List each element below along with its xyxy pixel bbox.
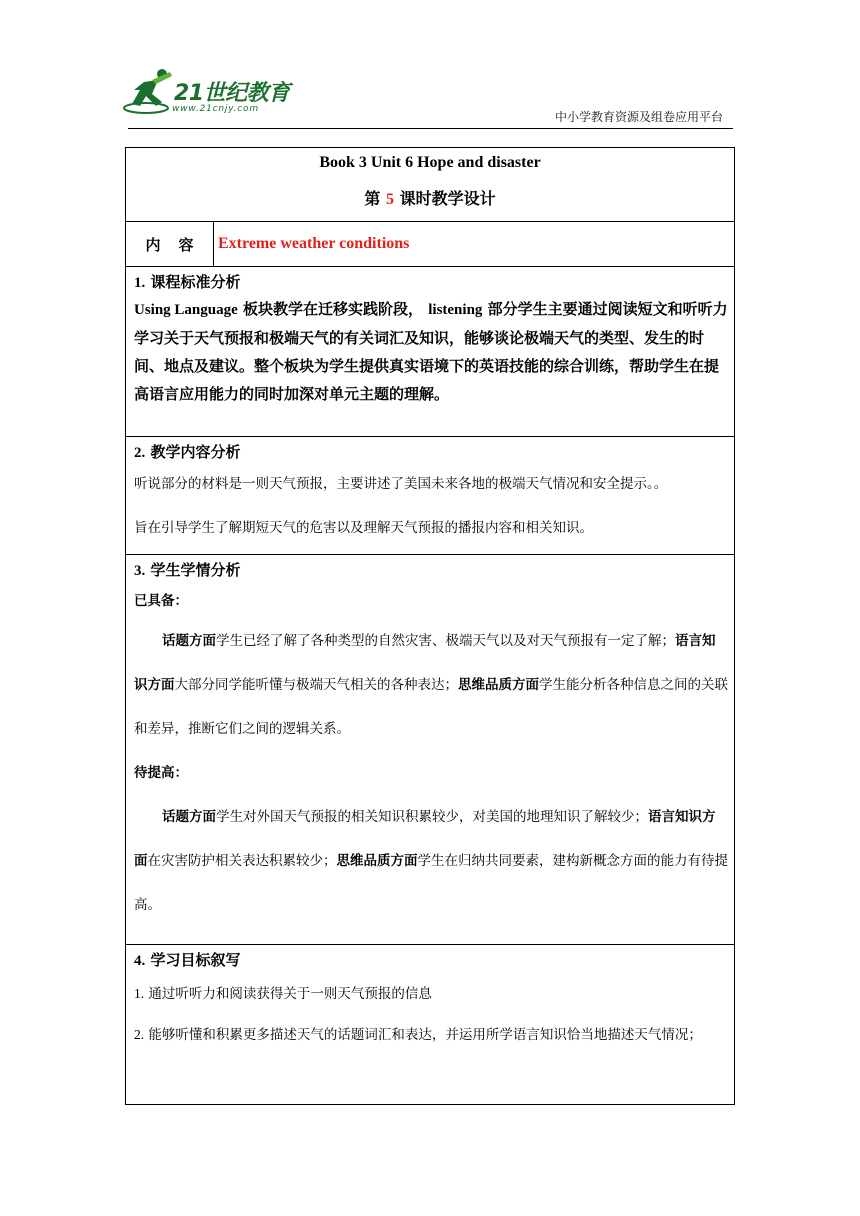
lesson-suffix: 课时教学设计 <box>399 189 496 208</box>
platform-name: 中小学教育资源及组卷应用平台 <box>554 110 723 124</box>
content-row <box>126 222 735 267</box>
have-label: 已具备： <box>134 593 188 609</box>
section-1-text: Using Language 板块教学在迁移实践阶段， listening 部分学生主要通过阅读短文和听听力学习关于天气预报和极端天气的有关词汇及知识，能够谈论极端天气的类型、发生的时间、地点及建议。整个板块为学生提供真实语境下的英语技能的综合训练，帮助学生在提高语言应用能力的同时加深对单元主题的理解。 <box>134 300 728 403</box>
lesson-number: 5 <box>386 191 394 208</box>
section-4-cell <box>126 945 735 1105</box>
section-1-cell <box>126 267 735 437</box>
section-2-para-2: 旨在引导学生了解期短天气的危害以及理解天气预报的播报内容和相关知识。 <box>134 520 593 536</box>
title-row <box>126 148 735 222</box>
need-paragraph: 话题方面学生对外国天气预报的相关知识积累较少，对美国的地理知识了解较少；语言知识方面在灾害防护相关表达积累较少；思维品质方面学生在归纳共同要素，建构新概念方面的能力有待提高。 <box>134 809 728 913</box>
lesson-plan-table <box>125 147 735 1105</box>
objective-item-1: 1. 通过听听力和阅读获得关于一则天气预报的信息 <box>134 986 432 1002</box>
content-label: 内容 <box>126 222 214 267</box>
book-title: Book 3 Unit 6 Hope and disaster <box>319 154 541 171</box>
logo-url: www.21cnjy.com <box>172 104 259 114</box>
section-1-heading: 1. 课程标准分析 <box>134 273 241 291</box>
logo-text: 21世纪教育 <box>174 81 290 106</box>
objective-item-2: 2. 能够听懂和积累更多描述天气的话题词汇和表达，并运用所学语言知识恰当地描述天气情况； <box>134 1027 702 1043</box>
lesson-title <box>126 186 734 209</box>
section-3-cell <box>126 555 735 945</box>
section-objectives <box>126 945 735 1105</box>
title-cell <box>126 148 735 222</box>
section-student-analysis <box>126 555 735 945</box>
header-divider <box>128 128 733 129</box>
content-value: Extreme weather conditions <box>214 222 735 267</box>
have-paragraph: 话题方面学生已经了解了各种类型的自然灾害、极端天气以及对天气预报有一定了解；语言知识方面大部分同学能听懂与极端天气相关的各种表达；思维品质方面学生能分析各种信息之间的关联和差异，推断它们之间的逻辑关系。 <box>134 633 728 737</box>
section-content-analysis <box>126 437 735 555</box>
section-curriculum <box>126 267 735 437</box>
lesson-prefix: 第 <box>364 189 381 208</box>
need-label: 待提高： <box>134 765 188 781</box>
section-2-para-1: 听说部分的材料是一则天气预报，主要讲述了美国未来各地的极端天气情况和安全提示。。 <box>134 476 668 492</box>
section-3-heading: 3. 学生学情分析 <box>134 561 241 579</box>
section-2-heading: 2. 教学内容分析 <box>134 443 241 461</box>
runner-logo-icon <box>122 68 178 118</box>
section-2-cell <box>126 437 735 555</box>
section-4-heading: 4. 学习目标叙写 <box>134 951 241 969</box>
site-logo <box>122 64 292 120</box>
